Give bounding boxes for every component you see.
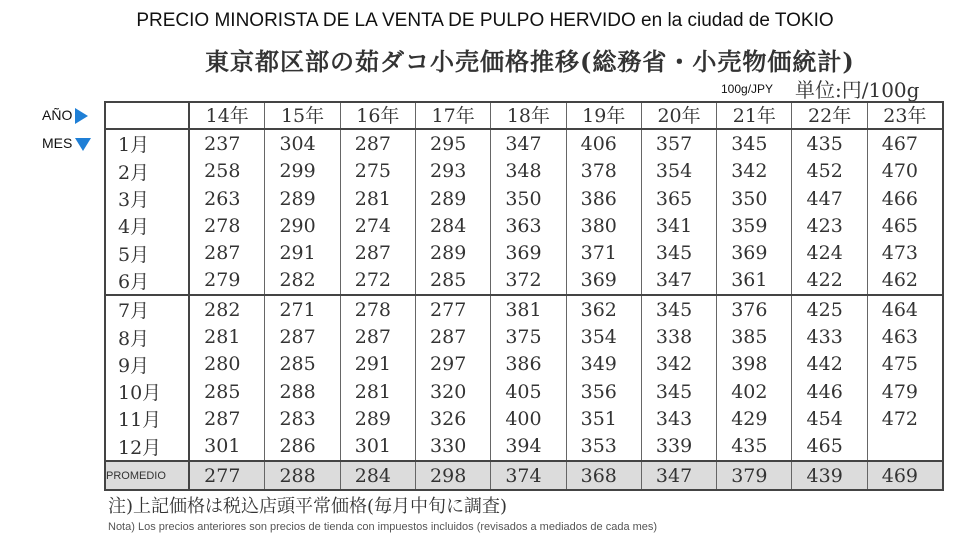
price-cell: 287 [265, 323, 340, 350]
price-cell: 263 [189, 185, 265, 212]
year-header-cell: 18年 [491, 101, 566, 129]
price-cell: 288 [265, 378, 340, 405]
price-cell: 452 [792, 158, 867, 185]
price-cell: 330 [416, 433, 491, 461]
price-cell: 470 [881, 160, 918, 183]
price-cell: 291 [265, 239, 340, 266]
average-cell: 277 [189, 461, 265, 489]
price-cell: 447 [792, 185, 867, 212]
price-cell: 281 [340, 185, 415, 212]
spanish-title: PRECIO MINORISTA DE LA VENTA DE PULPO HERVIDO en la ciudad de TOKIO [136, 10, 834, 31]
price-cell: 287 [340, 239, 415, 266]
month-label-text: MES [42, 135, 73, 151]
price-cell: 301 [340, 433, 415, 461]
year-header-cell: 23年 [867, 101, 942, 129]
average-cell: 298 [416, 461, 491, 489]
price-cell: 402 [717, 378, 792, 405]
price-cell: 376 [717, 295, 792, 323]
price-cell: 365 [641, 185, 716, 212]
price-cell: 463 [881, 326, 918, 349]
price-cell: 425 [792, 295, 867, 323]
month-cell: 11月 [104, 405, 189, 432]
table-row [104, 378, 942, 405]
price-cell: 342 [641, 351, 716, 378]
price-cell: 479 [881, 380, 918, 403]
year-label-text: AÑO [42, 107, 73, 123]
price-cell: 272 [340, 267, 415, 295]
price-cell: 282 [189, 295, 265, 323]
average-label: PROMEDIO [104, 461, 189, 489]
price-cell: 465 [792, 433, 867, 461]
price-cell: 345 [641, 295, 716, 323]
price-cell: 422 [792, 267, 867, 295]
price-cell: 381 [491, 295, 566, 323]
table-row [104, 129, 942, 157]
year-header-cell: 14年 [189, 101, 265, 129]
average-cell: 439 [792, 461, 867, 489]
table-row [104, 405, 942, 432]
table-row [104, 323, 942, 350]
price-cell: 301 [189, 433, 265, 461]
price-cell: 348 [491, 158, 566, 185]
month-cell: 7月 [104, 295, 189, 323]
price-cell: 343 [641, 405, 716, 432]
average-cell: 347 [641, 461, 716, 489]
price-cell: 326 [416, 405, 491, 432]
price-cell: 290 [265, 212, 340, 239]
price-cell: 359 [717, 212, 792, 239]
table-row [104, 351, 942, 378]
table-row [104, 212, 942, 239]
japanese-footnote: 注)上記価格は税込店頭平常価格(毎月中旬に調査) [108, 496, 508, 517]
price-cell: 400 [491, 405, 566, 432]
price-cell: 304 [265, 129, 340, 157]
price-cell: 287 [340, 323, 415, 350]
price-cell: 351 [566, 405, 641, 432]
price-cell: 466 [881, 187, 918, 210]
price-cell: 354 [566, 323, 641, 350]
month-cell: 2月 [104, 158, 189, 185]
price-cell: 347 [641, 267, 716, 295]
month-cell: 4月 [104, 212, 189, 239]
price-cell: 283 [265, 405, 340, 432]
price-cell: 371 [566, 239, 641, 266]
price-cell: 278 [340, 295, 415, 323]
price-cell: 372 [491, 267, 566, 295]
price-cell: 369 [491, 239, 566, 266]
month-cell: 5月 [104, 239, 189, 266]
price-cell: 462 [867, 267, 942, 295]
price-cell: 285 [416, 267, 491, 295]
price-cell: 475 [881, 353, 918, 376]
price-cell: 369 [566, 267, 641, 295]
spanish-footnote: Nota) Los precios anteriores son precios de tienda con impuestos incluidos (revisados a mediados de cada mes) [108, 521, 658, 533]
price-cell: 339 [641, 433, 716, 461]
price-cell: 386 [566, 185, 641, 212]
price-cell: 287 [189, 405, 265, 432]
price-cell: 345 [717, 129, 792, 157]
price-cell: 435 [717, 433, 792, 461]
unit-label-small: 100g/JPY [721, 82, 774, 96]
price-cell: 354 [641, 158, 716, 185]
year-header-cell: 15年 [265, 101, 340, 129]
price-cell: 398 [717, 351, 792, 378]
year-header-cell: 22年 [792, 101, 867, 129]
price-cell: 433 [792, 323, 867, 350]
price-cell: 281 [189, 323, 265, 350]
arrow-right-icon [75, 108, 88, 124]
price-cell: 271 [265, 295, 340, 323]
price-cell: 369 [717, 239, 792, 266]
price-cell: 287 [340, 129, 415, 157]
price-cell: 473 [881, 242, 918, 265]
price-cell: 465 [881, 214, 918, 237]
price-cell: 289 [265, 185, 340, 212]
price-cell: 347 [491, 129, 566, 157]
price-cell: 423 [792, 212, 867, 239]
price-cell: 464 [881, 298, 918, 321]
price-cell: 287 [416, 323, 491, 350]
price-cell: 341 [641, 212, 716, 239]
price-cell: 385 [717, 323, 792, 350]
corner-cell [104, 101, 189, 129]
price-cell: 320 [416, 378, 491, 405]
table-row [104, 267, 942, 295]
table-row [104, 158, 942, 185]
price-cell: 429 [717, 405, 792, 432]
arrow-down-icon [75, 138, 91, 151]
year-axis-label [42, 107, 88, 124]
price-cell: 275 [340, 158, 415, 185]
year-header-cell: 21年 [717, 101, 792, 129]
price-cell: 350 [717, 185, 792, 212]
price-cell: 350 [491, 185, 566, 212]
price-cell: 284 [416, 212, 491, 239]
price-cell: 277 [416, 295, 491, 323]
price-cell: 357 [641, 129, 716, 157]
price-cell: 349 [566, 351, 641, 378]
price-cell: 287 [189, 239, 265, 266]
price-cell: 293 [416, 158, 491, 185]
price-cell: 280 [189, 351, 265, 378]
table-row [104, 185, 942, 212]
average-row [104, 461, 942, 489]
japanese-title: 東京都区部の茹ダコ小売価格推移(総務省・小売物価統計) [205, 47, 855, 76]
price-cell: 278 [189, 212, 265, 239]
price-cell: 363 [491, 212, 566, 239]
price-cell: 406 [566, 129, 641, 157]
month-cell: 10月 [104, 378, 189, 405]
price-cell: 237 [189, 129, 265, 157]
price-cell: 285 [189, 378, 265, 405]
price-cell: 442 [792, 351, 867, 378]
year-header-row [104, 101, 942, 129]
average-cell: 469 [867, 461, 942, 489]
price-cell: 378 [566, 158, 641, 185]
month-cell: 12月 [104, 433, 189, 461]
price-cell: 454 [792, 405, 867, 432]
month-cell: 3月 [104, 185, 189, 212]
price-cell: 435 [792, 129, 867, 157]
month-cell: 8月 [104, 323, 189, 350]
price-cell: 291 [340, 351, 415, 378]
unit-label-japanese: 単位:円/100g [795, 78, 920, 102]
average-cell: 374 [491, 461, 566, 489]
price-table [104, 101, 942, 489]
price-cell: 282 [265, 267, 340, 295]
month-cell: 9月 [104, 351, 189, 378]
month-cell: 6月 [104, 267, 189, 295]
average-cell: 379 [717, 461, 792, 489]
year-header-cell: 19年 [566, 101, 641, 129]
price-cell: 285 [265, 351, 340, 378]
year-header-cell: 17年 [416, 101, 491, 129]
price-cell: 345 [641, 378, 716, 405]
price-cell: 424 [792, 239, 867, 266]
price-cell [867, 433, 942, 461]
price-cell: 380 [566, 212, 641, 239]
price-cell: 338 [641, 323, 716, 350]
month-cell: 1月 [104, 129, 189, 157]
price-cell: 356 [566, 378, 641, 405]
price-cell: 286 [265, 433, 340, 461]
price-cell: 342 [717, 158, 792, 185]
year-header-cell: 16年 [340, 101, 415, 129]
price-cell: 394 [491, 433, 566, 461]
price-cell: 289 [340, 405, 415, 432]
price-cell: 386 [491, 351, 566, 378]
price-cell: 289 [416, 239, 491, 266]
price-cell: 258 [189, 158, 265, 185]
price-cell: 446 [792, 378, 867, 405]
price-cell: 375 [491, 323, 566, 350]
average-cell: 368 [566, 461, 641, 489]
price-cell: 362 [566, 295, 641, 323]
price-cell: 345 [641, 239, 716, 266]
price-cell: 281 [340, 378, 415, 405]
price-cell: 279 [189, 267, 265, 295]
average-cell: 288 [265, 461, 340, 489]
table-row [104, 295, 942, 323]
price-cell: 472 [881, 407, 918, 430]
price-cell: 353 [566, 433, 641, 461]
price-cell: 295 [416, 129, 491, 157]
price-cell: 289 [416, 185, 491, 212]
price-cell: 297 [416, 351, 491, 378]
table-row [104, 239, 942, 266]
price-cell: 299 [265, 158, 340, 185]
month-axis-label [42, 135, 91, 151]
price-cell: 405 [491, 378, 566, 405]
price-cell: 467 [881, 132, 918, 155]
year-header-cell: 20年 [641, 101, 716, 129]
price-cell: 361 [717, 267, 792, 295]
price-cell: 274 [340, 212, 415, 239]
table-row [104, 433, 942, 461]
average-cell: 284 [340, 461, 415, 489]
